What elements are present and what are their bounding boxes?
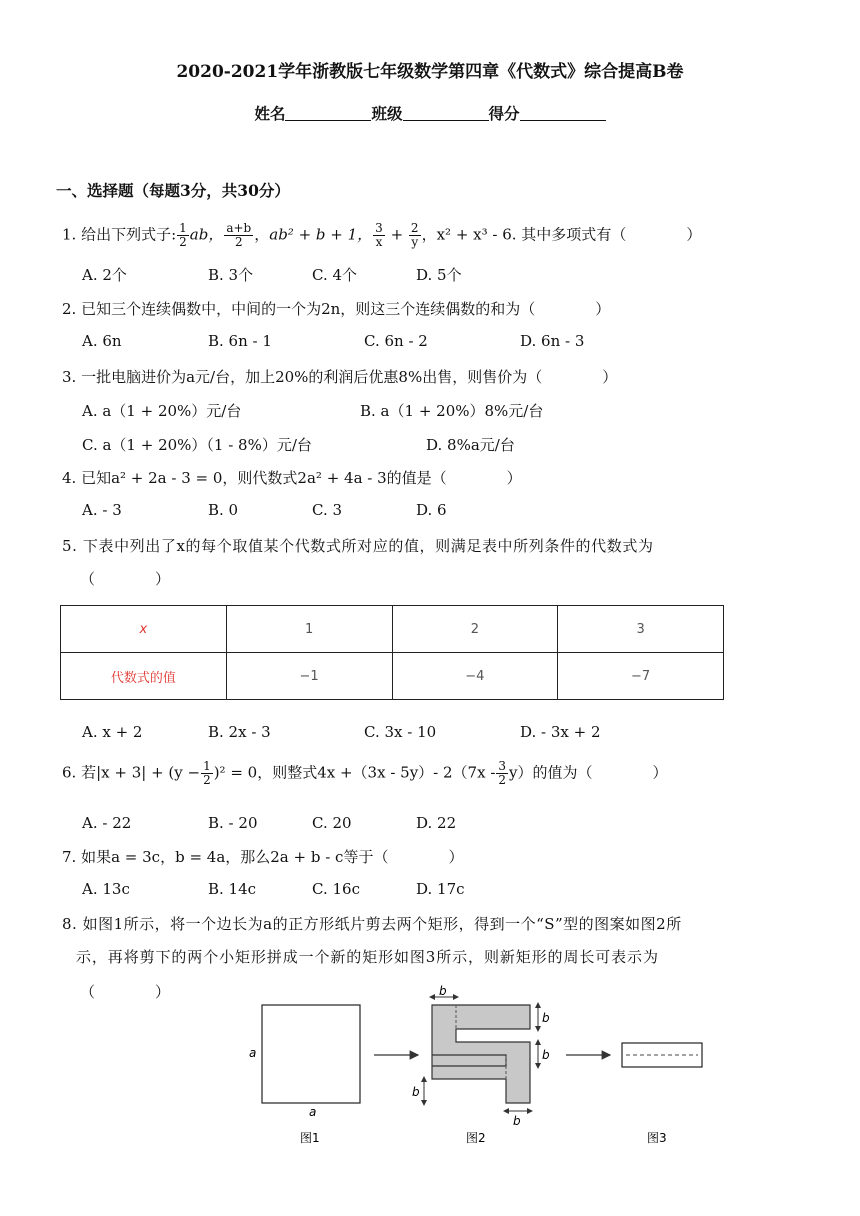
question-3: 3. 一批电脑进价为a元/台，加上20%的利润后优惠8%出售，则售价为（ ） (62, 368, 618, 386)
q3-option-b: B. a（1 + 20%）8%元/台 (360, 402, 544, 420)
q2-option-c: C. 6n - 2 (364, 332, 428, 350)
q6-option-a: A. - 22 (82, 814, 132, 832)
q7-option-a: A. 13c (82, 880, 130, 898)
square-shape (262, 1005, 360, 1103)
class-label: 班级 (371, 104, 403, 123)
table-cell: −4 (392, 653, 558, 700)
q6-option-b: B. - 20 (208, 814, 258, 832)
question-4: 4. 已知a² + 2a - 3 = 0，则代数式2a² + 4a - 3的值是（ ） (62, 469, 522, 487)
q4-option-a: A. - 3 (82, 501, 122, 519)
table-cell: −1 (226, 653, 392, 700)
fraction: $\frac{1}{2}$ (203, 759, 211, 787)
question-7: 7. 如果a = 3c，b = 4a，那么2a + b - c等于（ ） (62, 848, 464, 866)
q2-option-d: D. 6n - 3 (520, 332, 585, 350)
figure-1-caption: 图1 (300, 1131, 320, 1145)
s-shape (432, 1005, 530, 1103)
student-info-line (0, 102, 860, 124)
score-label: 得分 (488, 104, 520, 123)
table-cell: −7 (558, 653, 724, 700)
name-blank (285, 106, 371, 121)
table-cell: 3 (558, 606, 724, 653)
q6-option-d: D. 22 (416, 814, 457, 832)
question-8-blank: （ ） (80, 983, 171, 1001)
q1-option-b: B. 3个 (208, 266, 254, 284)
bottom-label-a: a (309, 1105, 317, 1119)
q4-option-b: B. 0 (208, 501, 239, 519)
q1-option-c: C. 4个 (312, 266, 358, 284)
score-blank (520, 106, 606, 121)
q1-option-a: A. 2个 (82, 266, 127, 284)
dim-label-b: b (542, 1048, 550, 1062)
dim-label-b: b (542, 1011, 550, 1025)
fraction: $\frac{1}{2}$ (179, 221, 187, 249)
q3-option-d: D. 8%a元/台 (426, 436, 515, 454)
question-1: 1. 给出下列式子: $\frac{1}{2}$ ab， $\frac{a+b}{2}$ ，ab² + b + 1， $\frac{3}{x}$ + $\frac{2}{y}$ ，x² + x³ - 6. 其中多项式有（ ） (62, 221, 702, 249)
dim-label-b: b (513, 1114, 521, 1128)
question-5-blank: （ ） (80, 570, 171, 588)
table-row (61, 653, 724, 700)
table-cell: x (61, 606, 227, 653)
class-blank (403, 106, 489, 121)
fraction: $\frac{3}{x}$ (375, 221, 383, 249)
q7-option-d: D. 17c (416, 880, 465, 898)
fraction: $\frac{a+b}{2}$ (226, 221, 252, 249)
question-6: 6. 若|x + 3| + (y − $\frac{1}{2}$ )² = 0，则整式4x +（3x - 5y）- 2（7x - $\frac{3}{2}$ y）的值为（ ） (62, 759, 668, 787)
q7-option-b: B. 14c (208, 880, 257, 898)
question-2: 2. 已知三个连续偶数中，中间的一个为2n，则这三个连续偶数的和为（ ） (62, 300, 611, 318)
q3-option-a: A. a（1 + 20%）元/台 (82, 402, 242, 420)
dim-label-b: b (439, 985, 447, 998)
fraction: $\frac{2}{y}$ (410, 221, 419, 249)
table-row (61, 606, 724, 653)
q5-option-a: A. x + 2 (82, 723, 143, 741)
side-label-a: a (249, 1046, 257, 1060)
dim-label-b: b (412, 1085, 420, 1099)
section-heading: 一、选择题（每题3分，共30分） (56, 181, 290, 200)
q3-option-c: C. a（1 + 20%）（1 - 8%）元/台 (82, 436, 312, 454)
q4-option-d: D. 6 (416, 501, 447, 519)
figure-2-caption: 图2 (466, 1131, 486, 1145)
question-8-line-2: 示，再将剪下的两个小矩形拼成一个新的矩形如图3所示，则新矩形的周长可表示为 (76, 948, 659, 966)
q1-option-d: D. 5个 (416, 266, 462, 284)
q4-option-c: C. 3 (312, 501, 343, 519)
q5-option-c: C. 3x - 10 (364, 723, 437, 741)
table-cell: 代数式的值 (61, 653, 227, 700)
figure-3-caption: 图3 (647, 1131, 667, 1145)
q2-option-a: A. 6n (82, 332, 122, 350)
question-5: 5. 下表中列出了x的每个取值某个代数式所对应的值，则满足表中所列条件的代数式为 (62, 537, 654, 555)
value-table (60, 605, 724, 700)
q7-option-c: C. 16c (312, 880, 360, 898)
q5-option-b: B. 2x - 3 (208, 723, 271, 741)
q5-option-d: D. - 3x + 2 (520, 723, 601, 741)
q6-option-c: C. 20 (312, 814, 352, 832)
fraction: $\frac{3}{2}$ (498, 759, 507, 787)
table-cell: 1 (226, 606, 392, 653)
page-title: 2020-2021学年浙教版七年级数学第四章《代数式》综合提高B卷 (176, 62, 684, 82)
table-cell: 2 (392, 606, 558, 653)
question-8: 8. 如图1所示，将一个边长为a的正方形纸片剪去两个矩形，得到一个“S”型的图案如图2所 (62, 915, 682, 933)
name-label: 姓名 (254, 104, 286, 123)
figure-group (240, 985, 710, 1155)
q2-option-b: B. 6n - 1 (208, 332, 272, 350)
